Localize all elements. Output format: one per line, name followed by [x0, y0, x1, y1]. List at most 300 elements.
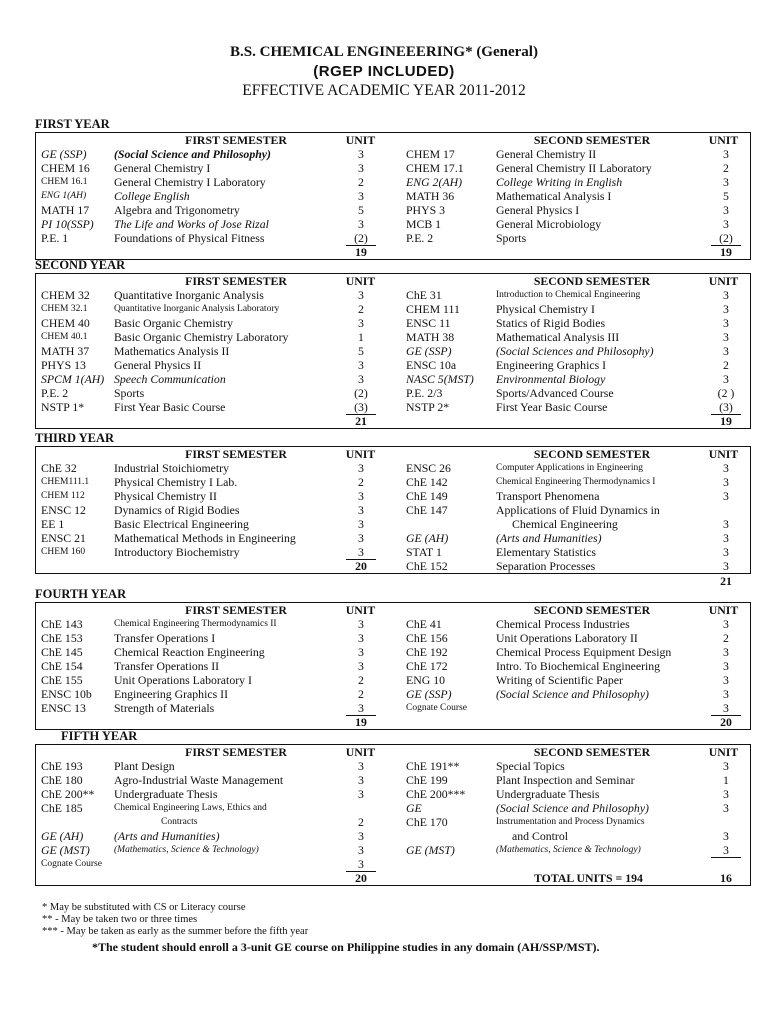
course-units: 2 — [723, 161, 729, 175]
course-units: 3 — [358, 489, 364, 503]
totals-row — [36, 871, 750, 885]
footnote-3: *** - May be taken as early as the summer before the fifth year — [42, 926, 309, 937]
course-code: CHEM 40 — [41, 316, 90, 330]
course-title: Engineering Graphics I — [496, 358, 607, 372]
course-row — [36, 231, 750, 245]
unit-header-2: UNIT — [708, 133, 739, 147]
course-title: Physical Chemistry II — [114, 489, 217, 503]
course-title: (Mathematics, Science & Technology) — [496, 845, 641, 855]
course-units: 3 — [723, 203, 729, 217]
course-title: Writing of Scientific Paper — [496, 673, 623, 687]
course-row — [36, 203, 750, 217]
course-title: Mathematical Analysis I — [496, 189, 612, 203]
course-code: MATH 37 — [41, 344, 90, 358]
program-subtitle: (RGEP INCLUDED) — [313, 63, 455, 80]
course-units: 3 — [358, 759, 364, 773]
course-code: MATH 17 — [41, 203, 90, 217]
semester-total-1: 19 — [355, 715, 367, 729]
course-title: (Arts and Humanities) — [114, 829, 220, 843]
course-title: (Social Science and Philosophy) — [496, 687, 649, 701]
course-title: Industrial Stoichiometry — [114, 461, 230, 475]
course-units: 3 — [723, 659, 729, 673]
course-units: 3 — [358, 645, 364, 659]
course-units: 5 — [358, 344, 364, 358]
course-units: 3 — [723, 217, 729, 231]
course-row — [36, 189, 750, 203]
course-title: Introduction to Chemical Engineering — [496, 290, 641, 300]
first-semester-header: FIRST SEMESTER — [185, 745, 287, 759]
course-units: 3 — [711, 701, 741, 716]
program-title: B.S. CHEMICAL ENGINEEERING* (General) — [230, 44, 538, 60]
course-title: Intro. To Biochemical Engineering — [496, 659, 661, 673]
course-units: 3 — [723, 475, 729, 489]
year-title: SECOND YEAR — [35, 258, 126, 272]
course-title: Undergraduate Thesis — [496, 787, 600, 801]
course-code: ChE 191** — [406, 759, 460, 773]
course-units: 3 — [723, 531, 729, 545]
course-units: 3 — [723, 288, 729, 302]
course-units: 3 — [723, 330, 729, 344]
course-code: ENSC 10a — [406, 358, 457, 372]
course-title: General Chemistry I — [114, 161, 211, 175]
semester-table — [35, 273, 751, 429]
course-code: CHEM 32.1 — [41, 304, 88, 314]
unit-header-1: UNIT — [345, 133, 376, 147]
course-code: ChE 145 — [41, 645, 83, 659]
course-code: ChE 185 — [41, 801, 83, 815]
course-title: Basic Organic Chemistry Laboratory — [114, 330, 289, 344]
course-code: CHEM 40.1 — [41, 332, 88, 342]
course-title: Agro-Industrial Waste Management — [114, 773, 284, 787]
semester-table — [35, 446, 751, 574]
course-title: Mathematical Analysis III — [496, 330, 620, 344]
course-title: Algebra and Trigonometry — [114, 203, 240, 217]
course-row — [36, 773, 750, 787]
course-units: 3 — [723, 517, 729, 531]
course-title: Chemical Engineering Thermodynamics I — [496, 477, 656, 487]
second-semester-header: SECOND SEMESTER — [533, 745, 651, 759]
course-units: 3 — [346, 545, 376, 560]
course-row — [36, 147, 750, 161]
course-units: 3 — [358, 631, 364, 645]
course-row — [36, 316, 750, 330]
course-code: ENG 1(AH) — [41, 191, 87, 201]
course-row — [36, 545, 750, 559]
course-code: CHEM 111 — [406, 302, 460, 316]
course-code: ChE 199 — [406, 773, 448, 787]
course-units: 1 — [723, 773, 729, 787]
course-units: 3 — [358, 843, 364, 857]
course-units: 3 — [723, 759, 729, 773]
course-units: (3) — [711, 400, 741, 415]
course-units: 1 — [358, 330, 364, 344]
course-row — [36, 475, 750, 489]
course-units: 3 — [358, 372, 364, 386]
course-units: (2) — [346, 231, 376, 246]
course-row — [36, 175, 750, 189]
course-code: MATH 36 — [406, 189, 455, 203]
course-title: Environmental Biology — [496, 372, 606, 386]
year-block — [35, 258, 751, 429]
course-code: MCB 1 — [406, 217, 442, 231]
course-code: GE (SSP) — [41, 147, 87, 161]
semester-header-row — [36, 133, 750, 147]
course-title: General Physics I — [496, 203, 580, 217]
course-title: First Year Basic Course — [114, 400, 226, 414]
first-semester-header: FIRST SEMESTER — [185, 274, 287, 288]
course-title: (Social Science and Philosophy) — [496, 801, 649, 815]
course-title: First Year Basic Course — [496, 400, 608, 414]
course-title: Transport Phenomena — [496, 489, 600, 503]
course-row — [36, 161, 750, 175]
course-units: 3 — [358, 147, 364, 161]
course-units: 2 — [358, 673, 364, 687]
course-row — [36, 701, 750, 715]
semester-total-1: 21 — [355, 414, 367, 428]
course-units: 3 — [723, 316, 729, 330]
course-title: Sports/Advanced Course — [496, 386, 614, 400]
course-code: GE — [406, 801, 422, 815]
course-code: GE (MST) — [406, 843, 455, 857]
course-units: 2 — [358, 302, 364, 316]
course-units: 2 — [723, 631, 729, 645]
totals-row — [35, 574, 751, 588]
course-units: 3 — [358, 217, 364, 231]
course-units: 3 — [723, 372, 729, 386]
course-code: ChE 41 — [406, 617, 442, 631]
course-code: CHEM 32 — [41, 288, 90, 302]
year-title: FIRST YEAR — [35, 117, 110, 131]
course-row — [36, 801, 750, 815]
course-row — [36, 829, 750, 843]
course-code: Cognate Course — [41, 859, 102, 869]
course-row — [36, 659, 750, 673]
course-code: ChE 192 — [406, 645, 448, 659]
course-code: P.E. 2 — [41, 386, 69, 400]
course-code: ChE 31 — [406, 288, 442, 302]
course-units: (2 ) — [717, 386, 735, 400]
unit-header-1: UNIT — [345, 447, 376, 461]
course-code: ChE 147 — [406, 503, 448, 517]
course-units: 20 — [355, 559, 367, 573]
course-title: Introductory Biochemistry — [114, 545, 240, 559]
semester-total-2: 19 — [720, 414, 732, 428]
course-title: Transfer Operations II — [114, 659, 220, 673]
course-row — [36, 687, 750, 701]
course-units: 3 — [358, 503, 364, 517]
course-units: 3 — [711, 843, 741, 858]
unit-header-1: UNIT — [345, 603, 376, 617]
course-title: (Social Science and Philosophy) — [114, 147, 271, 161]
course-title: Statics of Rigid Bodies — [496, 316, 606, 330]
course-title: Chemical Process Equipment Design — [496, 645, 672, 659]
semester-table — [35, 602, 751, 730]
course-code: GE (MST) — [41, 843, 90, 857]
course-title: Dynamics of Rigid Bodies — [114, 503, 240, 517]
course-title: Foundations of Physical Fitness — [114, 231, 265, 245]
course-title: (Mathematics, Science & Technology) — [114, 845, 259, 855]
course-title: Mathematics Analysis II — [114, 344, 230, 358]
course-row — [36, 759, 750, 773]
course-row — [36, 559, 750, 573]
course-units: 3 — [723, 545, 729, 559]
course-row — [36, 372, 750, 386]
course-units: 3 — [723, 489, 729, 503]
semester-total-2: 20 — [720, 715, 732, 729]
course-units: 3 — [358, 358, 364, 372]
course-code: ChE 32 — [41, 461, 77, 475]
course-row — [36, 631, 750, 645]
course-title: Contracts — [161, 817, 198, 827]
course-title: Engineering Graphics II — [114, 687, 228, 701]
semester-total-2: 21 — [720, 574, 732, 588]
course-code: STAT 1 — [406, 545, 442, 559]
course-title: Quantitative Inorganic Analysis Laboratory — [114, 304, 280, 314]
unit-header-2: UNIT — [708, 447, 739, 461]
course-row — [36, 503, 750, 517]
course-code: Cognate Course — [406, 703, 467, 713]
course-code: CHEM 17 — [406, 147, 455, 161]
semester-total-1: 20 — [355, 871, 367, 885]
course-title: General Chemistry II — [496, 147, 597, 161]
course-code: NASC 5(MST) — [406, 372, 474, 386]
course-code: SPCM 1(AH) — [41, 372, 105, 386]
unit-header-2: UNIT — [708, 745, 739, 759]
course-units: 2 — [358, 475, 364, 489]
course-row — [36, 843, 750, 857]
course-code: P.E. 2/3 — [406, 386, 443, 400]
course-code: ENSC 11 — [406, 316, 451, 330]
course-title: Speech Communication — [114, 372, 226, 386]
course-title: Physical Chemistry I Lab. — [114, 475, 238, 489]
course-title: Quantitative Inorganic Analysis — [114, 288, 264, 302]
course-units: 2 — [358, 175, 364, 189]
course-title: College English — [114, 189, 190, 203]
unit-header-1: UNIT — [345, 745, 376, 759]
course-code: GE (SSP) — [406, 687, 452, 701]
course-code: ChE 156 — [406, 631, 448, 645]
course-units: 3 — [723, 302, 729, 316]
course-row — [36, 330, 750, 344]
course-code: ChE 193 — [41, 759, 83, 773]
semester-table — [35, 132, 751, 260]
course-code: ChE 155 — [41, 673, 83, 687]
course-row — [36, 857, 750, 871]
course-title: The Life and Works of Jose Rizal — [114, 217, 269, 231]
year-block — [35, 729, 751, 886]
course-code: NSTP 1* — [41, 400, 85, 414]
course-units: 3 — [723, 175, 729, 189]
course-units: (3) — [346, 400, 376, 415]
course-units: (2) — [354, 386, 368, 400]
course-code: ChE 200*** — [406, 787, 466, 801]
course-title: Instrumentation and Process Dynamics — [496, 817, 645, 827]
course-title: Chemical Process Industries — [496, 617, 630, 631]
year-block — [35, 587, 751, 730]
course-code: ChE 170 — [406, 815, 448, 829]
course-code: ChE 153 — [41, 631, 83, 645]
course-units: (2) — [711, 231, 741, 246]
semester-header-row — [36, 274, 750, 288]
course-title: and Control — [512, 829, 569, 843]
course-units: 3 — [358, 461, 364, 475]
course-code: CHEM 17.1 — [406, 161, 464, 175]
course-code: ENG 2(AH) — [406, 175, 463, 189]
total-units: TOTAL UNITS = 194 — [534, 871, 643, 885]
course-code: ChE 142 — [406, 475, 448, 489]
course-code: ENSC 21 — [41, 531, 86, 545]
course-code: PI 10(SSP) — [41, 217, 94, 231]
second-semester-header: SECOND SEMESTER — [533, 447, 651, 461]
course-units: 3 — [358, 773, 364, 787]
course-units: 3 — [723, 147, 729, 161]
course-code: ENSC 10b — [41, 687, 92, 701]
effective-year: EFFECTIVE ACADEMIC YEAR 2011-2012 — [242, 82, 526, 99]
course-units: 3 — [358, 161, 364, 175]
course-units: 2 — [358, 815, 364, 829]
course-title: Plant Inspection and Seminar — [496, 773, 635, 787]
course-title: Strength of Materials — [114, 701, 215, 715]
course-units: 3 — [358, 659, 364, 673]
course-units: 5 — [723, 189, 729, 203]
course-code: GE (AH) — [406, 531, 449, 545]
course-units: 3 — [358, 316, 364, 330]
course-title: (Social Sciences and Philosophy) — [496, 344, 654, 358]
semester-header-row — [36, 745, 750, 759]
course-units: 3 — [358, 617, 364, 631]
course-code: P.E. 1 — [41, 231, 69, 245]
course-row — [36, 489, 750, 503]
course-code: CHEM 16 — [41, 161, 90, 175]
footnote-2: ** - May be taken two or three times — [42, 914, 198, 925]
course-units: 3 — [723, 673, 729, 687]
course-code: ChE 154 — [41, 659, 83, 673]
course-units: 2 — [723, 358, 729, 372]
course-title: Chemical Engineering Thermodynamics II — [114, 619, 277, 629]
course-title: Special Topics — [496, 759, 565, 773]
course-units: 3 — [723, 344, 729, 358]
course-code: CHEM 16.1 — [41, 177, 88, 187]
course-title: Basic Electrical Engineering — [114, 517, 249, 531]
course-code: MATH 38 — [406, 330, 455, 344]
course-title: Physical Chemistry I — [496, 302, 595, 316]
course-row — [36, 344, 750, 358]
totals-row — [36, 715, 750, 729]
course-row — [36, 673, 750, 687]
course-code: P.E. 2 — [406, 231, 434, 245]
course-title: General Physics II — [114, 358, 202, 372]
course-title: Applications of Fluid Dynamics in — [496, 503, 660, 517]
course-code: ChE 180 — [41, 773, 83, 787]
course-code: CHEM 160 — [41, 547, 86, 557]
course-units: 3 — [723, 617, 729, 631]
year-title: THIRD YEAR — [35, 431, 115, 445]
course-title: Sports — [114, 386, 145, 400]
course-units: 3 — [723, 829, 729, 843]
semester-total-2: 19 — [720, 245, 732, 259]
course-units: 3 — [346, 701, 376, 716]
course-units: 3 — [723, 787, 729, 801]
course-units: 3 — [723, 687, 729, 701]
course-code: ENG 10 — [406, 673, 445, 687]
course-units: 3 — [358, 288, 364, 302]
course-title: Unit Operations Laboratory II — [496, 631, 638, 645]
course-units: 3 — [358, 531, 364, 545]
course-title: General Chemistry I Laboratory — [114, 175, 266, 189]
first-semester-header: FIRST SEMESTER — [185, 603, 287, 617]
course-row — [36, 517, 750, 531]
course-code: ENSC 13 — [41, 701, 86, 715]
course-units: 3 — [711, 559, 741, 574]
unit-header-2: UNIT — [708, 274, 739, 288]
second-semester-header: SECOND SEMESTER — [533, 133, 651, 147]
semester-table — [35, 744, 751, 886]
course-row — [36, 787, 750, 801]
course-units: 3 — [723, 461, 729, 475]
course-title: Sports — [496, 231, 527, 245]
course-title: Plant Design — [114, 759, 175, 773]
totals-row — [36, 245, 750, 259]
course-title: Unit Operations Laboratory I — [114, 673, 252, 687]
unit-header-1: UNIT — [345, 274, 376, 288]
course-code: ChE 149 — [406, 489, 448, 503]
course-row — [36, 531, 750, 545]
course-title: Undergraduate Thesis — [114, 787, 218, 801]
course-title: General Chemistry II Laboratory — [496, 161, 652, 175]
course-code: GE (SSP) — [406, 344, 452, 358]
semester-header-row — [36, 447, 750, 461]
course-row — [36, 358, 750, 372]
course-title: Elementary Statistics — [496, 545, 596, 559]
course-code: PHYS 3 — [406, 203, 446, 217]
semester-header-row — [36, 603, 750, 617]
course-units: 3 — [723, 801, 729, 815]
course-title: Chemical Engineering Laws, Ethics and — [114, 803, 267, 813]
course-units: 3 — [346, 857, 376, 872]
course-title: General Microbiology — [496, 217, 602, 231]
course-units: 5 — [358, 203, 364, 217]
course-code: NSTP 2* — [406, 400, 450, 414]
course-title: Basic Organic Chemistry — [114, 316, 234, 330]
course-units: 3 — [358, 517, 364, 531]
course-code: CHEM111.1 — [41, 477, 90, 487]
course-code: ChE 152 — [406, 559, 448, 573]
ge-note: *The student should enroll a 3-unit GE course on Philippine studies in any domain (AH/SSP/MST). — [92, 940, 600, 954]
course-units: 2 — [358, 687, 364, 701]
year-title: FIFTH YEAR — [61, 729, 138, 743]
course-code: CHEM 112 — [41, 491, 85, 501]
course-units: 3 — [358, 829, 364, 843]
semester-total-2: 16 — [720, 871, 732, 885]
first-semester-header: FIRST SEMESTER — [185, 133, 287, 147]
course-title: Chemical Reaction Engineering — [114, 645, 265, 659]
course-code: PHYS 13 — [41, 358, 86, 372]
unit-header-2: UNIT — [708, 603, 739, 617]
year-block — [35, 431, 751, 588]
year-title: FOURTH YEAR — [35, 587, 127, 601]
course-row — [36, 461, 750, 475]
course-units: 3 — [358, 189, 364, 203]
course-row — [36, 645, 750, 659]
course-row — [36, 302, 750, 316]
totals-row — [36, 414, 750, 428]
footnote-1: * May be substituted with CS or Literacy course — [42, 902, 246, 913]
course-code: ChE 143 — [41, 617, 83, 631]
course-title: Separation Processes — [496, 559, 596, 573]
second-semester-header: SECOND SEMESTER — [533, 274, 651, 288]
course-code: GE (AH) — [41, 829, 84, 843]
course-row — [36, 617, 750, 631]
